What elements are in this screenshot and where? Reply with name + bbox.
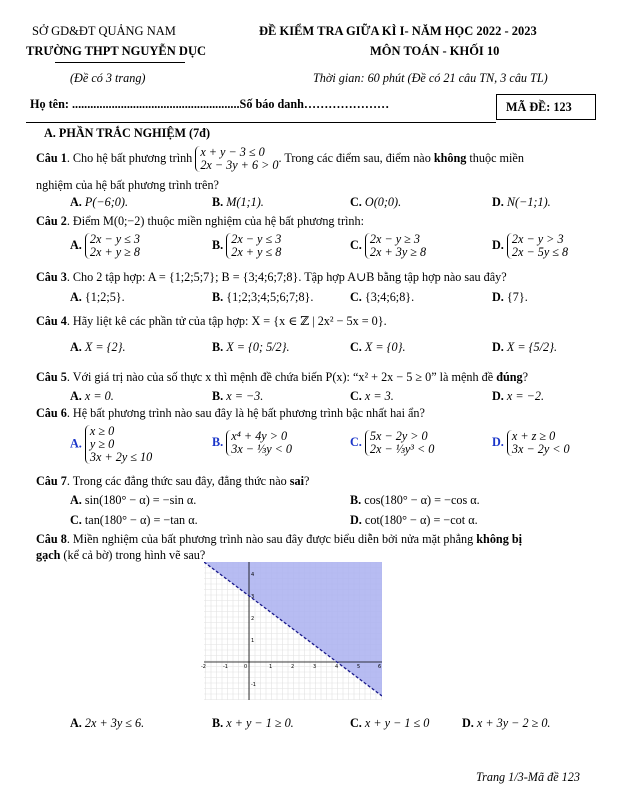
- x-tick: -1: [223, 664, 228, 670]
- school-name: TRƯỜNG THPT NGUYỄN DỤC: [26, 44, 206, 58]
- q8-option-a[interactable]: A. 2x + 3y ≤ 6.: [70, 716, 145, 730]
- q1-system: x + y − 3 ≤ 0 2x − 3y + 6 > 0: [195, 146, 278, 172]
- q3-option-c[interactable]: C. {3;4;6;8}.: [350, 290, 415, 304]
- question-2: Câu 2. Điểm M(0;−2) thuộc miền nghiệm của hệ bất phương trình:: [36, 214, 364, 228]
- q1-option-b[interactable]: B. M(1;1).: [212, 195, 264, 209]
- q1-option-c[interactable]: C. O(0;0).: [350, 195, 402, 209]
- q1-option-d[interactable]: D. N(−1;1).: [492, 195, 551, 209]
- y-tick: 4: [251, 572, 255, 578]
- q7-option-b[interactable]: B. cos(180° − α) = −cos α.: [350, 493, 480, 507]
- question-4: Câu 4. Hãy liệt kê các phần tử của tập hợp: X = {x ∈ ℤ | 2x² − 5x = 0}.: [36, 314, 387, 328]
- y-tick: 1: [251, 638, 255, 644]
- y-tick: 3: [251, 594, 255, 600]
- name-id-line: Họ tên: .......................................................Số báo danh…………………: [30, 97, 390, 111]
- q3-option-d[interactable]: D. {7}.: [492, 290, 528, 304]
- question-7: Câu 7. Trong các đẳng thức sau đây, đẳng thức nào sai?: [36, 474, 310, 488]
- q5-option-b[interactable]: B. x = −3.: [212, 389, 264, 403]
- q6-option-a[interactable]: A. x ≥ 0 y ≥ 0 3x + 2y ≤ 10: [70, 424, 153, 464]
- y-tick: -1: [251, 682, 256, 688]
- x-tick: 4: [335, 664, 339, 670]
- q3-option-a[interactable]: A. {1;2;5}.: [70, 290, 125, 304]
- q7-option-d[interactable]: D. cot(180° − α) = −cot α.: [350, 513, 478, 527]
- x-tick: 0: [244, 664, 248, 670]
- q3-option-b[interactable]: B. {1;2;3;4;5;6;7;8}.: [212, 290, 314, 304]
- exam-title: ĐỀ KIỂM TRA GIỮA KÌ I- NĂM HỌC 2022 - 2023: [259, 24, 537, 38]
- q4-option-a[interactable]: A. X = {2}.: [70, 340, 126, 354]
- question-5: Câu 5. Với giá trị nào của số thực x thì mệnh đề chứa biến P(x): “x² + 2x − 5 ≥ 0” là mệnh đề đúng?: [36, 370, 529, 384]
- school-underline: [55, 62, 185, 63]
- q4-option-b[interactable]: B. X = {0; 5/2}.: [212, 340, 290, 354]
- x-tick: -2: [201, 664, 206, 670]
- subject-title: MÔN TOÁN - KHỐI 10: [370, 44, 500, 58]
- x-tick: 2: [291, 664, 295, 670]
- section-a-title: A. PHẦN TRẮC NGHIỆM (7đ): [44, 126, 211, 140]
- q5-option-d[interactable]: D. x = −2.: [492, 389, 544, 403]
- q2-option-c[interactable]: C. 2x − y ≥ 3 2x + 3y ≥ 8: [350, 232, 427, 259]
- question-8-line2: gạch (kể cả bờ) trong hình vẽ sau?: [36, 548, 206, 562]
- page-footer: Trang 1/3-Mã đề 123: [476, 770, 580, 784]
- question-6: Câu 6. Hệ bất phương trình nào sau đây là hệ bất phương trình bậc nhất hai ẩn?: [36, 406, 425, 420]
- q8-option-c[interactable]: C. x + y − 1 ≤ 0: [350, 716, 430, 730]
- q7-option-a[interactable]: A. sin(180° − α) = −sin α.: [70, 493, 197, 507]
- time-note: Thời gian: 60 phút (Đề có 21 câu TN, 3 câu TL): [313, 71, 548, 85]
- q1-option-a[interactable]: A. P(−6;0).: [70, 195, 128, 209]
- q5-option-a[interactable]: A. x = 0.: [70, 389, 114, 403]
- question-3: Câu 3. Cho 2 tập hợp: A = {1;2;5;7}; B = {3;4;6;7;8}. Tập hợp A∪B bằng tập hợp nào sau đây?: [36, 270, 507, 284]
- q7-option-c[interactable]: C. tan(180° − α) = −tan α.: [70, 513, 198, 527]
- dept-name: SỞ GD&ĐT QUẢNG NAM: [32, 24, 176, 38]
- exam-code: MÃ ĐỀ: 123: [506, 100, 572, 114]
- q8-option-b[interactable]: B. x + y − 1 ≥ 0.: [212, 716, 294, 730]
- q8-option-d[interactable]: D. x + 3y − 2 ≥ 0.: [462, 716, 551, 730]
- header-rule: [26, 122, 496, 123]
- solution-region-graph: [200, 562, 386, 700]
- x-tick: 1: [269, 664, 273, 670]
- q2-option-d[interactable]: D. 2x − y > 3 2x − 5y ≤ 8: [492, 232, 569, 259]
- x-tick: 6: [378, 664, 382, 670]
- q4-option-c[interactable]: C. X = {0}.: [350, 340, 406, 354]
- q6-option-d[interactable]: D. x + z ≥ 0 3x − 2y < 0: [492, 429, 570, 456]
- x-tick: 5: [357, 664, 361, 670]
- q6-option-c[interactable]: C. 5x − 2y > 0 2x − ⅓y³ < 0: [350, 429, 435, 456]
- q2-option-a[interactable]: A. 2x − y ≤ 3 2x + y ≥ 8: [70, 232, 141, 259]
- q1-line2: nghiệm của hệ bất phương trình trên?: [36, 178, 219, 192]
- question-1: Câu 1. Cho hệ bất phương trình x + y − 3 ≤ 0 2x − 3y + 6 > 0 . Trong các điểm sau, điểm nào không thuộc miền: [36, 145, 524, 172]
- q5-option-c[interactable]: C. x = 3.: [350, 389, 394, 403]
- y-tick: 2: [251, 616, 255, 622]
- question-8: Câu 8. Miền nghiệm của bất phương trình nào sau đây được biểu diễn bởi nửa mặt phẳng không bị: [36, 532, 522, 546]
- q4-option-d[interactable]: D. X = {5/2}.: [492, 340, 558, 354]
- pages-note: (Đề có 3 trang): [70, 71, 146, 85]
- q1-label: Câu 1: [36, 150, 67, 165]
- q6-option-b[interactable]: B. x⁴ + 4y > 0 3x − ⅓y < 0: [212, 429, 293, 456]
- x-tick: 3: [313, 664, 317, 670]
- q2-option-b[interactable]: B. 2x − y ≤ 3 2x + y ≤ 8: [212, 232, 282, 259]
